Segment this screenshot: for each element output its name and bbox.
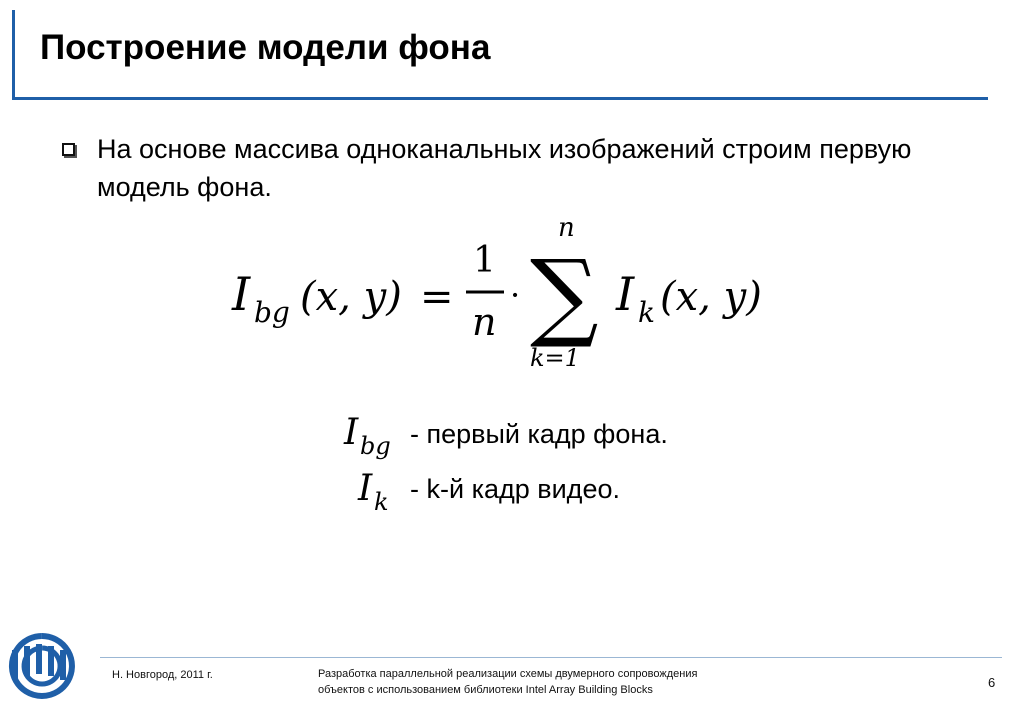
formula-sum-lower: k=1 <box>530 344 580 370</box>
bullet-text: На основе массива одноканальных изображений строим первую модель фона. <box>97 134 912 202</box>
title-underline <box>12 97 988 100</box>
title-accent-bar <box>12 10 15 100</box>
formula-fraction-numerator: 1 <box>473 240 496 281</box>
page-number: 6 <box>988 675 996 690</box>
legend-symbol-ibg: I <box>344 412 359 453</box>
formula-equals: = <box>420 274 454 320</box>
legend-text-kth-frame: - k-й кадр видео. <box>410 474 620 504</box>
formula-rhs-symbol: I <box>616 267 635 321</box>
formula-lhs-args: (x, y) <box>300 274 402 320</box>
footer-description <box>318 666 838 698</box>
formula-fraction-denominator: n <box>472 300 497 344</box>
formula-rhs-args: (x, y) <box>660 274 762 320</box>
formula-lhs-subscript: bg <box>254 296 290 329</box>
footer-city-year: Н. Новгород, 2011 г. <box>112 669 213 681</box>
legend-symbol-ik: I <box>358 468 373 509</box>
page-title: Построение модели фона <box>40 28 491 67</box>
formula-rhs-subscript: k <box>638 296 655 329</box>
footer-description-line2: объектов с использованием библиотеки Intel Array Building Blocks <box>318 684 653 696</box>
formula-sum-upper: n <box>558 213 575 243</box>
formula-dot: · <box>510 276 521 314</box>
background-model-formula <box>230 210 790 370</box>
legend-text-first-frame: - первый кадр фона. <box>410 419 668 449</box>
legend-subscript-bg: bg <box>360 432 391 460</box>
footer-divider <box>100 657 1002 658</box>
university-logo-icon <box>4 628 80 706</box>
legend-subscript-k: k <box>374 488 389 516</box>
formula-sum-symbol: ∑ <box>530 239 599 351</box>
footer-description-line1: Разработка параллельной реализации схемы двумерного сопровождения <box>318 668 698 680</box>
checkbox-bullet-icon <box>62 143 75 156</box>
formula-lhs-symbol: I <box>232 267 251 321</box>
